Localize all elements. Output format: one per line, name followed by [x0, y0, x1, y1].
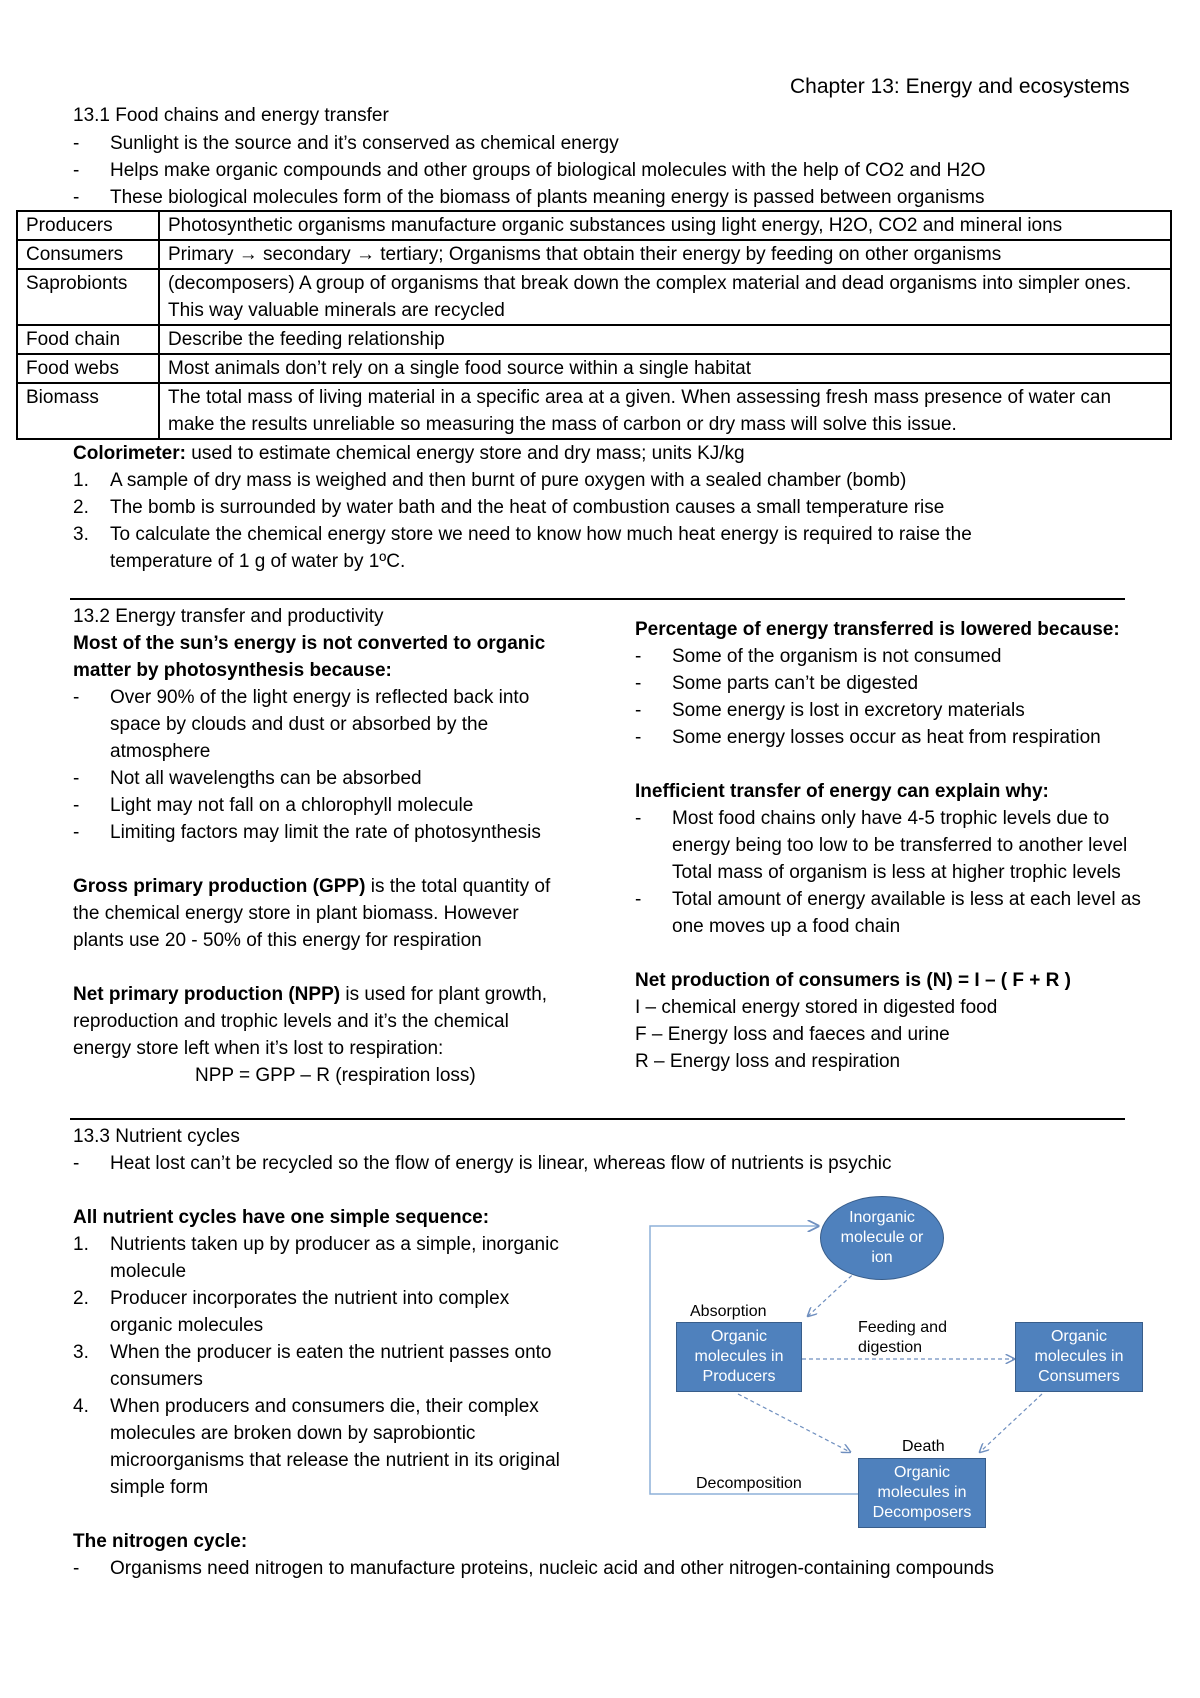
step-number: 3. — [73, 524, 89, 545]
step-text: The bomb is surrounded by water bath and the heat of combustion causes a small temperature rise — [110, 497, 945, 518]
bullet-text: atmosphere — [110, 741, 211, 762]
bullet-item: - — [635, 673, 642, 694]
gpp-label: Gross primary production (GPP) — [73, 876, 366, 897]
term-cell: Producers — [17, 211, 159, 240]
feeding-label: Feeding and digestion — [858, 1319, 947, 1356]
step-text: Nutrients taken up by producer as a simple, inorganic — [110, 1234, 559, 1255]
decomposers-node: Organic molecules in Decomposers — [858, 1458, 986, 1528]
sequence-heading: All nutrient cycles have one simple sequence: — [73, 1207, 490, 1228]
npp-label: Net primary production (NPP) — [73, 984, 341, 1005]
definition-cell: Photosynthetic organisms manufacture organic substances using light energy, H2O, CO2 and mineral ions — [159, 211, 1171, 240]
step-number: 4. — [73, 1396, 89, 1417]
bullet-text: Heat lost can’t be recycled so the flow of energy is linear, whereas flow of nutrients is psychic — [110, 1153, 892, 1174]
bullet-text: These biological molecules form of the biomass of plants meaning energy is passed between organisms — [110, 187, 985, 208]
npp-formula: NPP = GPP – R (respiration loss) — [195, 1065, 476, 1086]
definition-cell: The total mass of living material in a specific area at a given. When assessing fresh mass presence of water can make the results unreliable so measuring the mass of carbon or dry mass will solve this issue. — [159, 383, 1171, 439]
bullet-text: space by clouds and dust or absorbed by the — [110, 714, 489, 735]
bullet-item: - — [635, 646, 642, 667]
step-text: microorganisms that release the nutrient in its original — [110, 1450, 560, 1471]
step-number: 3. — [73, 1342, 89, 1363]
bullet-text: Not all wavelengths can be absorbed — [110, 768, 422, 789]
step-number: 2. — [73, 1288, 89, 1309]
bullet-text: Sunlight is the source and it’s conserved as chemical energy — [110, 133, 619, 154]
bullet-item: - — [73, 822, 80, 843]
right-bold-heading: Percentage of energy transferred is lowered because: — [635, 619, 1120, 640]
npp-text: is used for plant growth, — [340, 984, 548, 1005]
definition-cell: Describe the feeding relationship — [159, 325, 1171, 354]
gpp-text: plants use 20 - 50% of this energy for respiration — [73, 930, 482, 951]
step-number: 1. — [73, 1234, 89, 1255]
bullet-text: Helps make organic compounds and other groups of biological molecules with the help of CO2 and H2O — [110, 160, 986, 181]
bullet-text: Some energy losses occur as heat from respiration — [672, 727, 1101, 748]
bullet-text: Total amount of energy available is less at each level as — [672, 889, 1141, 910]
bullet-text: Over 90% of the light energy is reflected back into — [110, 687, 530, 708]
term-cell: Consumers — [17, 240, 159, 269]
gpp-line — [73, 873, 550, 900]
definition-cell: Primary → secondary → tertiary; Organisms that obtain their energy by feeding on other organisms — [159, 240, 1171, 269]
term-cell: Biomass — [17, 383, 159, 439]
death-label: Death — [902, 1438, 945, 1455]
net-production-line: I – chemical energy stored in digested food — [635, 997, 998, 1018]
step-text: When the producer is eaten the nutrient passes onto — [110, 1342, 552, 1363]
bullet-text: Light may not fall on a chlorophyll molecule — [110, 795, 474, 816]
step-text: molecule — [110, 1261, 187, 1282]
npp-line — [73, 981, 547, 1008]
bullet-item: - — [635, 727, 642, 748]
section-13-3-heading: 13.3 Nutrient cycles — [73, 1126, 240, 1147]
step-number: 2. — [73, 497, 89, 518]
absorption-label: Absorption — [690, 1303, 767, 1320]
table-row — [17, 240, 1171, 269]
bullet-text: Some energy is lost in excretory materials — [672, 700, 1025, 721]
section-divider — [70, 1118, 1125, 1120]
table-row — [17, 354, 1171, 383]
colorimeter-text: used to estimate chemical energy store and dry mass; units KJ/kg — [185, 443, 745, 464]
table-row — [17, 383, 1171, 439]
term-cell: Saprobionts — [17, 269, 159, 325]
net-production-line: R – Energy loss and respiration — [635, 1051, 901, 1072]
inorganic-molecule-node: Inorganic molecule or ion — [820, 1196, 944, 1280]
bullet-item: - — [73, 768, 80, 789]
left-bold-heading: Most of the sun’s energy is not converted to organic — [73, 633, 546, 654]
step-text: simple form — [110, 1477, 209, 1498]
net-production-heading: Net production of consumers is (N) = I – ( F + R ) — [635, 970, 1071, 991]
table-row — [17, 269, 1171, 325]
section-13-2-heading: 13.2 Energy transfer and productivity — [73, 606, 384, 627]
right-bold-heading: Inefficient transfer of energy can explain why: — [635, 781, 1049, 802]
consumers-node: Organic molecules in Consumers — [1015, 1322, 1143, 1392]
bullet-item: - — [73, 1558, 80, 1579]
nitrogen-heading: The nitrogen cycle: — [73, 1531, 248, 1552]
bullet-text: Some of the organism is not consumed — [672, 646, 1002, 667]
term-cell: Food webs — [17, 354, 159, 383]
bullet-item: - — [73, 1153, 80, 1174]
producers-node: Organic molecules in Producers — [676, 1322, 802, 1392]
npp-text: reproduction and trophic levels and it’s the chemical — [73, 1011, 509, 1032]
left-bold-heading: matter by photosynthesis because: — [73, 660, 392, 681]
bullet-item: - — [635, 889, 642, 910]
table-row — [17, 211, 1171, 240]
bullet-text: energy being too low to be transferred to another level — [672, 835, 1128, 856]
bullet-item: - — [635, 700, 642, 721]
bullet-text: Total mass of organism is less at higher trophic levels — [672, 862, 1121, 883]
definitions-table — [16, 210, 1172, 440]
decomposition-label: Decomposition — [696, 1475, 802, 1492]
step-text: A sample of dry mass is weighed and then burnt of pure oxygen with a sealed chamber (bomb) — [110, 470, 907, 491]
chapter-title: Chapter 13: Energy and ecosystems — [790, 75, 1130, 98]
bullet-item: - — [635, 808, 642, 829]
bullet-text: Organisms need nitrogen to manufacture proteins, nucleic acid and other nitrogen-containing compounds — [110, 1558, 995, 1579]
step-text: organic molecules — [110, 1315, 264, 1336]
step-text: molecules are broken down by saprobiontic — [110, 1423, 476, 1444]
colorimeter-line — [73, 440, 745, 467]
bullet-item: - — [73, 187, 80, 208]
net-production-line: F – Energy loss and faeces and urine — [635, 1024, 950, 1045]
section-divider — [70, 598, 1125, 600]
step-text: Producer incorporates the nutrient into complex — [110, 1288, 510, 1309]
bullet-text: Most food chains only have 4-5 trophic levels due to — [672, 808, 1110, 829]
bullet-text: one moves up a food chain — [672, 916, 901, 937]
term-cell: Food chain — [17, 325, 159, 354]
step-text: To calculate the chemical energy store we need to know how much heat energy is required to raise the — [110, 524, 972, 545]
step-text: temperature of 1 g of water by 1ºC. — [110, 551, 406, 572]
consumers-death-arrow — [980, 1394, 1042, 1452]
step-text: consumers — [110, 1369, 203, 1390]
step-number: 1. — [73, 470, 89, 491]
step-text: When producers and consumers die, their complex — [110, 1396, 539, 1417]
npp-text: energy store left when it’s lost to respiration: — [73, 1038, 444, 1059]
definition-cell: (decomposers) A group of organisms that break down the complex material and dead organisms into simpler ones. This way valuable minerals are recycled — [159, 269, 1171, 325]
definition-cell: Most animals don’t rely on a single food source within a single habitat — [159, 354, 1171, 383]
bullet-item: - — [73, 160, 80, 181]
bullet-item: - — [73, 133, 80, 154]
bullet-text: Some parts can’t be digested — [672, 673, 919, 694]
bullet-item: - — [73, 687, 80, 708]
bullet-text: Limiting factors may limit the rate of photosynthesis — [110, 822, 541, 843]
table-row — [17, 325, 1171, 354]
colorimeter-label: Colorimeter: — [73, 443, 186, 464]
section-13-1-heading: 13.1 Food chains and energy transfer — [73, 105, 389, 126]
gpp-text: the chemical energy store in plant biomass. However — [73, 903, 519, 924]
gpp-text: is the total quantity of — [365, 876, 551, 897]
producers-death-arrow — [738, 1394, 850, 1452]
bullet-item: - — [73, 795, 80, 816]
nutrient-cycle-diagram — [640, 1196, 1160, 1541]
